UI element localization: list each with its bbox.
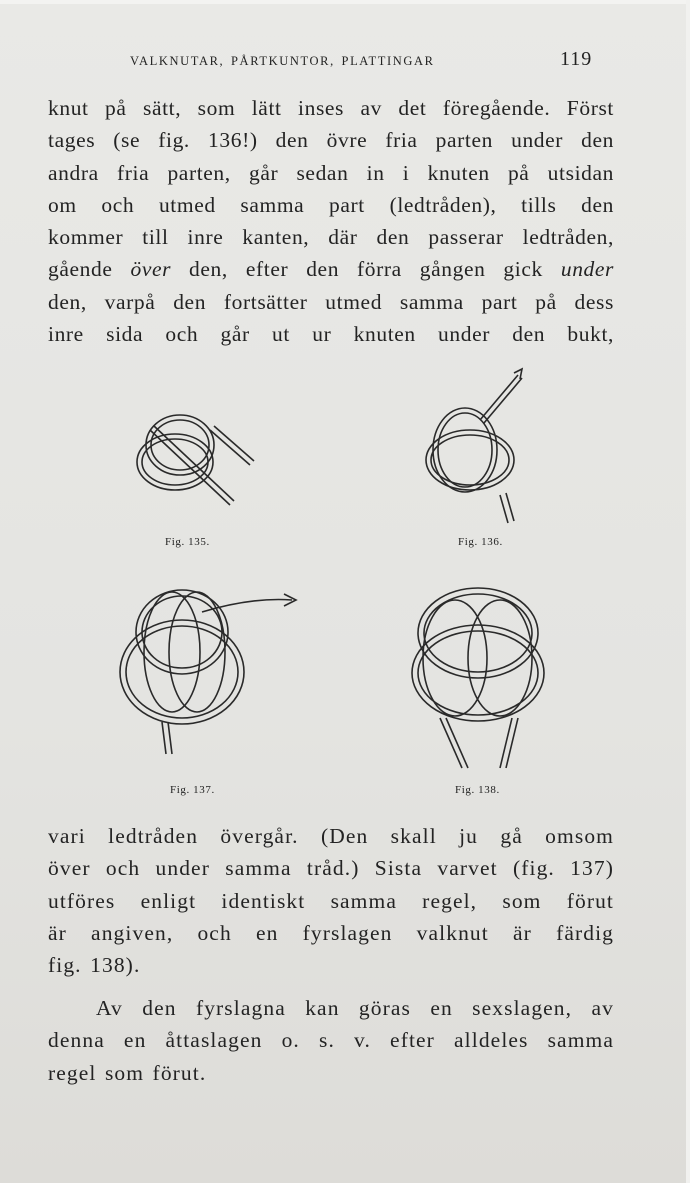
text-line — [48, 253, 614, 285]
paragraph-2 — [48, 820, 614, 981]
text-line: inre sida och går ut ur knuten under den bukt, — [48, 322, 614, 347]
figure-caption: Fig. 135. — [165, 536, 210, 548]
figure-caption: Fig. 137. — [170, 784, 215, 796]
text-line: om och utmed samma part (ledtråden), tills den — [48, 192, 614, 217]
figure-caption: Fig. 136. — [458, 536, 503, 548]
text-line: är angiven, och en fyrslagen valknut är färdig — [48, 920, 614, 945]
text-line: tages (se fig. 136!) den övre fria parten under den — [48, 128, 614, 153]
paragraph-1 — [48, 92, 614, 350]
text-line: vari ledtråden övergår. (Den skall ju gå omsom — [48, 824, 614, 848]
figure-137 — [112, 572, 312, 762]
running-title: VALKNUTAR, PÅRTKUNTOR, PLATTINGAR — [130, 54, 435, 68]
italic-word: över — [130, 257, 172, 282]
knot-illustration-135 — [120, 390, 270, 530]
text-segment: den, efter den förra gången gick — [171, 257, 561, 282]
knot-illustration-138 — [400, 578, 560, 773]
page-number: 119 — [560, 48, 593, 70]
knot-figures — [0, 360, 690, 800]
figure-caption: Fig. 138. — [455, 784, 500, 796]
text-line: Av den fyrslagna kan göras en sexslagen, av — [96, 996, 614, 1020]
text-line: över och under samma tråd.) Sista varvet (fig. 137) — [48, 856, 614, 881]
figure-138 — [400, 578, 560, 773]
figure-136 — [410, 365, 550, 530]
knot-illustration-136 — [410, 365, 550, 530]
text-line: utföres enligt identiskt samma regel, som förut — [48, 888, 614, 913]
text-line: knut på sätt, som lätt inses av det föregående. Först — [48, 96, 614, 120]
page-edge-top — [0, 0, 690, 4]
paragraph-3 — [48, 992, 614, 1089]
text-line: den, varpå den fortsätter utmed samma part på dess — [48, 289, 614, 314]
page-header — [0, 48, 690, 74]
text-line: andra fria parten, går sedan in i knuten på utsidan — [48, 160, 614, 185]
text-segment: gående — [48, 257, 131, 282]
figure-135 — [120, 390, 270, 530]
text-line: denna en åttaslagen o. s. v. efter alldeles samma — [48, 1028, 614, 1053]
italic-word: under — [560, 257, 615, 282]
text-line: regel som förut. — [48, 1060, 207, 1085]
text-line: fig. 138). — [48, 953, 141, 978]
text-line: kommer till inre kanten, där den passerar ledtråden, — [48, 225, 614, 250]
knot-illustration-137 — [112, 572, 312, 762]
